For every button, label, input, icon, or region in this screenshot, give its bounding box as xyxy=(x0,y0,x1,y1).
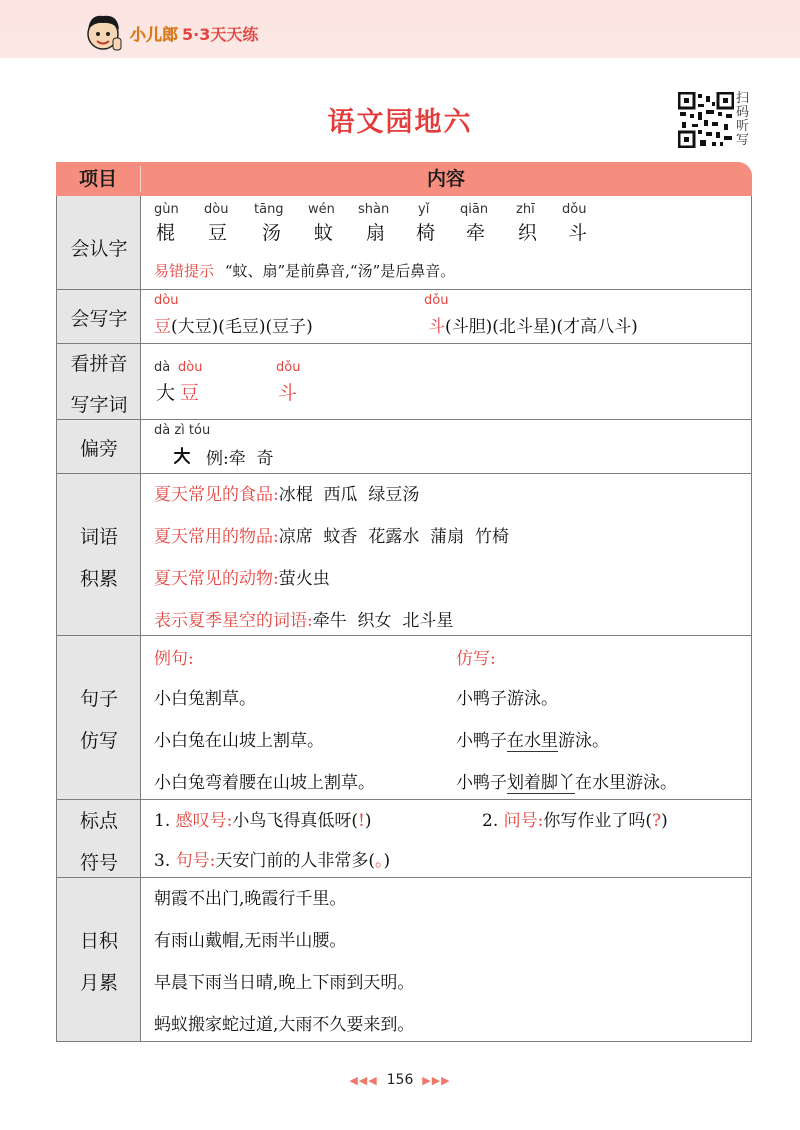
row-kanpinyin xyxy=(56,344,752,420)
character: 蚊 xyxy=(314,222,334,244)
mascot-logo xyxy=(80,10,126,56)
list-item: 夏天常用的物品:凉席 蚊香 花露水 蒲扇 竹椅 xyxy=(154,527,509,547)
pinyin: dòu xyxy=(204,202,229,217)
list-item: 夏天常见的动物:萤火虫 xyxy=(154,569,330,589)
character: 大 xyxy=(156,382,176,404)
pinyin: dǒu xyxy=(276,360,301,375)
imitate-sentence: 小鸭子划着脚丫在水里游泳。 xyxy=(456,773,677,793)
character: 织 xyxy=(518,222,538,244)
row-label: 月累 xyxy=(79,972,118,994)
radical-glyph xyxy=(172,446,192,466)
row-pianpang xyxy=(56,420,752,474)
pinyin: qiān xyxy=(460,202,489,217)
row-label: 写字词 xyxy=(70,394,128,416)
word-group xyxy=(154,312,313,337)
pinyin: dǒu xyxy=(424,293,449,308)
pinyin: tāng xyxy=(254,202,284,217)
character: 牵 xyxy=(466,222,486,244)
list-item: 表示夏季星空的词语:牵牛 织女 北斗星 xyxy=(154,611,454,631)
column-header-item: 项目 xyxy=(78,168,117,190)
words: (大豆)(毛豆)(豆子) xyxy=(171,317,313,337)
page-footer xyxy=(0,1072,800,1088)
row-label: 会写字 xyxy=(70,308,128,330)
punctuation-item: 2. 问号:你写作业了吗(?) xyxy=(482,811,668,831)
punctuation-item: 3. 句号:天安门前的人非常多(。) xyxy=(154,851,391,871)
brand-name: 小儿郎 xyxy=(130,25,179,44)
qr-code-icon[interactable] xyxy=(678,92,734,148)
page-number: 156 xyxy=(386,1072,414,1088)
imitate-sentence: 小鸭子在水里游泳。 xyxy=(456,731,609,751)
row-label: 句子 xyxy=(79,688,118,710)
pinyin: dǒu xyxy=(562,202,587,217)
next-arrows-icon[interactable]: ▶▶▶ xyxy=(422,1074,451,1087)
row-label: 积累 xyxy=(79,568,118,590)
example-chars: 牵 奇 xyxy=(228,449,274,469)
row-label: 日积 xyxy=(79,930,118,952)
row-label: 偏旁 xyxy=(79,438,118,460)
row-juzi xyxy=(56,636,752,800)
words: (斗胆)(北斗星)(才高八斗) xyxy=(445,317,638,337)
table-header xyxy=(56,162,752,196)
summary-table xyxy=(56,162,752,1042)
pinyin: gùn xyxy=(154,202,179,217)
example-sentence: 小白兔弯着腰在山坡上割草。 xyxy=(154,773,375,793)
example-label: 例: xyxy=(206,449,229,469)
tip-label: 易错提示 xyxy=(154,262,215,280)
row-label: 会认字 xyxy=(70,238,128,260)
list-item: 夏天常见的食品:冰棍 西瓜 绿豆汤 xyxy=(154,485,420,505)
word-group xyxy=(428,312,638,337)
tip-line xyxy=(154,260,455,281)
example-sentence: 小白兔割草。 xyxy=(154,689,256,709)
pinyin: yǐ xyxy=(418,202,430,217)
proverb-line: 朝霞不出门,晚霞行千里。 xyxy=(154,889,347,909)
character: 豆 xyxy=(154,317,171,337)
character: 斗 xyxy=(568,222,588,244)
pinyin: dà zì tóu xyxy=(154,423,211,438)
proverb-line: 有雨山戴帽,无雨半山腰。 xyxy=(154,931,347,951)
prev-arrows-icon[interactable]: ◀◀◀ xyxy=(349,1074,378,1087)
punctuation-item: 1. 感叹号:小鸟飞得真低呀(!) xyxy=(154,811,372,831)
page-title: 语文园地六 xyxy=(327,107,473,138)
row-biaodian xyxy=(56,800,752,878)
character: 豆 xyxy=(208,222,228,244)
pinyin: dà xyxy=(154,360,171,375)
character: 汤 xyxy=(262,222,282,244)
row-label: 标点 xyxy=(79,810,118,832)
imitate-label: 仿写: xyxy=(456,649,496,669)
proverb-line: 蚂蚁搬家蛇过道,大雨不久要来到。 xyxy=(154,1015,415,1035)
brand-series: 5·3天天练 xyxy=(182,25,259,44)
row-ciyu xyxy=(56,474,752,636)
row-rijiyuelei xyxy=(56,878,752,1042)
pinyin: wén xyxy=(308,202,335,217)
character: 棍 xyxy=(156,222,176,244)
imitate-sentence: 小鸭子游泳。 xyxy=(456,689,558,709)
row-label: 词语 xyxy=(79,526,118,548)
row-label: 仿写 xyxy=(79,730,118,752)
row-huirenzi xyxy=(56,196,752,290)
character: 斗 xyxy=(278,382,298,404)
example-sentence: 小白兔在山坡上割草。 xyxy=(154,731,324,751)
tip-text: “蚊、扇”是前鼻音,“汤”是后鼻音。 xyxy=(224,262,456,280)
example-label: 例句: xyxy=(154,649,194,669)
column-header-content: 内容 xyxy=(426,168,465,190)
row-label: 看拼音 xyxy=(70,353,128,375)
brand-logo xyxy=(130,22,258,45)
pinyin: shàn xyxy=(358,202,390,217)
radical-examples xyxy=(206,444,274,469)
character: 椅 xyxy=(416,222,436,244)
character: 豆 xyxy=(180,382,200,404)
character: 扇 xyxy=(366,222,386,244)
character: 斗 xyxy=(428,317,445,337)
proverb-line: 早晨下雨当日晴,晚上下雨到天明。 xyxy=(154,973,415,993)
row-huixiezi xyxy=(56,290,752,344)
pinyin: dòu xyxy=(154,293,179,308)
row-label: 符号 xyxy=(79,852,118,874)
pinyin: zhī xyxy=(516,202,535,217)
pinyin: dòu xyxy=(178,360,203,375)
qr-caption: 扫码听写 xyxy=(736,91,750,148)
